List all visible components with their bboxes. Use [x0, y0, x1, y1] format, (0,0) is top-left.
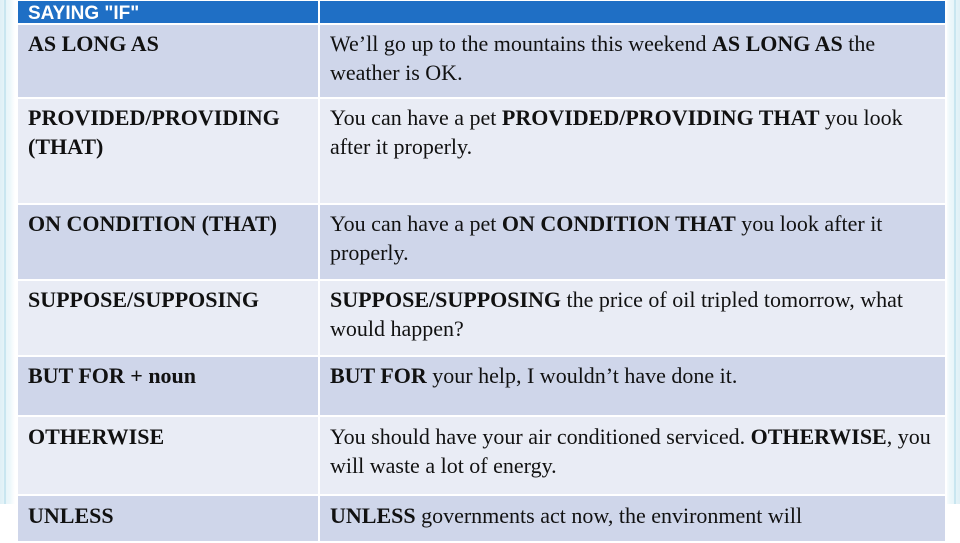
example-keyword: PROVIDED/PROVIDING THAT [501, 105, 820, 130]
term-cell: BUT FOR + noun [17, 356, 319, 416]
example-keyword: ON CONDITION THAT [501, 211, 736, 236]
example-text: , you will waste a lot of energy. [330, 424, 931, 478]
term-cell: AS LONG AS [17, 24, 319, 98]
table-row [17, 356, 946, 416]
example-keyword: UNLESS [330, 503, 416, 528]
example-keyword: OTHERWISE [750, 424, 887, 449]
table-row [17, 495, 946, 542]
example-text: You can have a pet [330, 211, 502, 236]
example-cell [319, 98, 946, 204]
example-cell [319, 416, 946, 495]
example-text: the price of oil tripled tomorrow, what would happen? [330, 287, 903, 341]
example-cell [319, 495, 946, 542]
example-text: You can have a pet [330, 105, 502, 130]
example-keyword: SUPPOSE/SUPPOSING [330, 287, 562, 312]
table-row [17, 280, 946, 356]
table-row [17, 98, 946, 204]
example-text: you look after it properly. [330, 211, 883, 265]
table-row [17, 204, 946, 280]
table-row [17, 24, 946, 98]
example-cell [319, 204, 946, 280]
table-header-row [17, 0, 946, 24]
conditional-expressions-table [16, 0, 947, 543]
header-cell-example [319, 0, 946, 24]
example-text: you look after it properly. [330, 105, 903, 159]
example-text: the weather is OK. [330, 31, 876, 85]
slide-frame-left [0, 0, 15, 504]
term-cell: UNLESS [17, 495, 319, 542]
example-text: We’ll go up to the mountains this weekend [330, 31, 712, 56]
term-cell: OTHERWISE [17, 416, 319, 495]
example-keyword: BUT FOR [330, 363, 427, 388]
term-cell: SUPPOSE/SUPPOSING [17, 280, 319, 356]
example-text: You should have your air conditioned serviced. [330, 424, 751, 449]
example-cell [319, 280, 946, 356]
example-text: your help, I wouldn’t have done it. [426, 363, 738, 388]
term-cell: PROVIDED/PROVIDING (THAT) [17, 98, 319, 204]
example-keyword: AS LONG AS [711, 31, 843, 56]
example-cell [319, 24, 946, 98]
header-cell-term: SAYING "IF" [17, 0, 319, 24]
table-row [17, 416, 946, 495]
term-cell: ON CONDITION (THAT) [17, 204, 319, 280]
example-cell [319, 356, 946, 416]
example-text: governments act now, the environment will [415, 503, 803, 528]
slide-frame-right [945, 0, 960, 504]
